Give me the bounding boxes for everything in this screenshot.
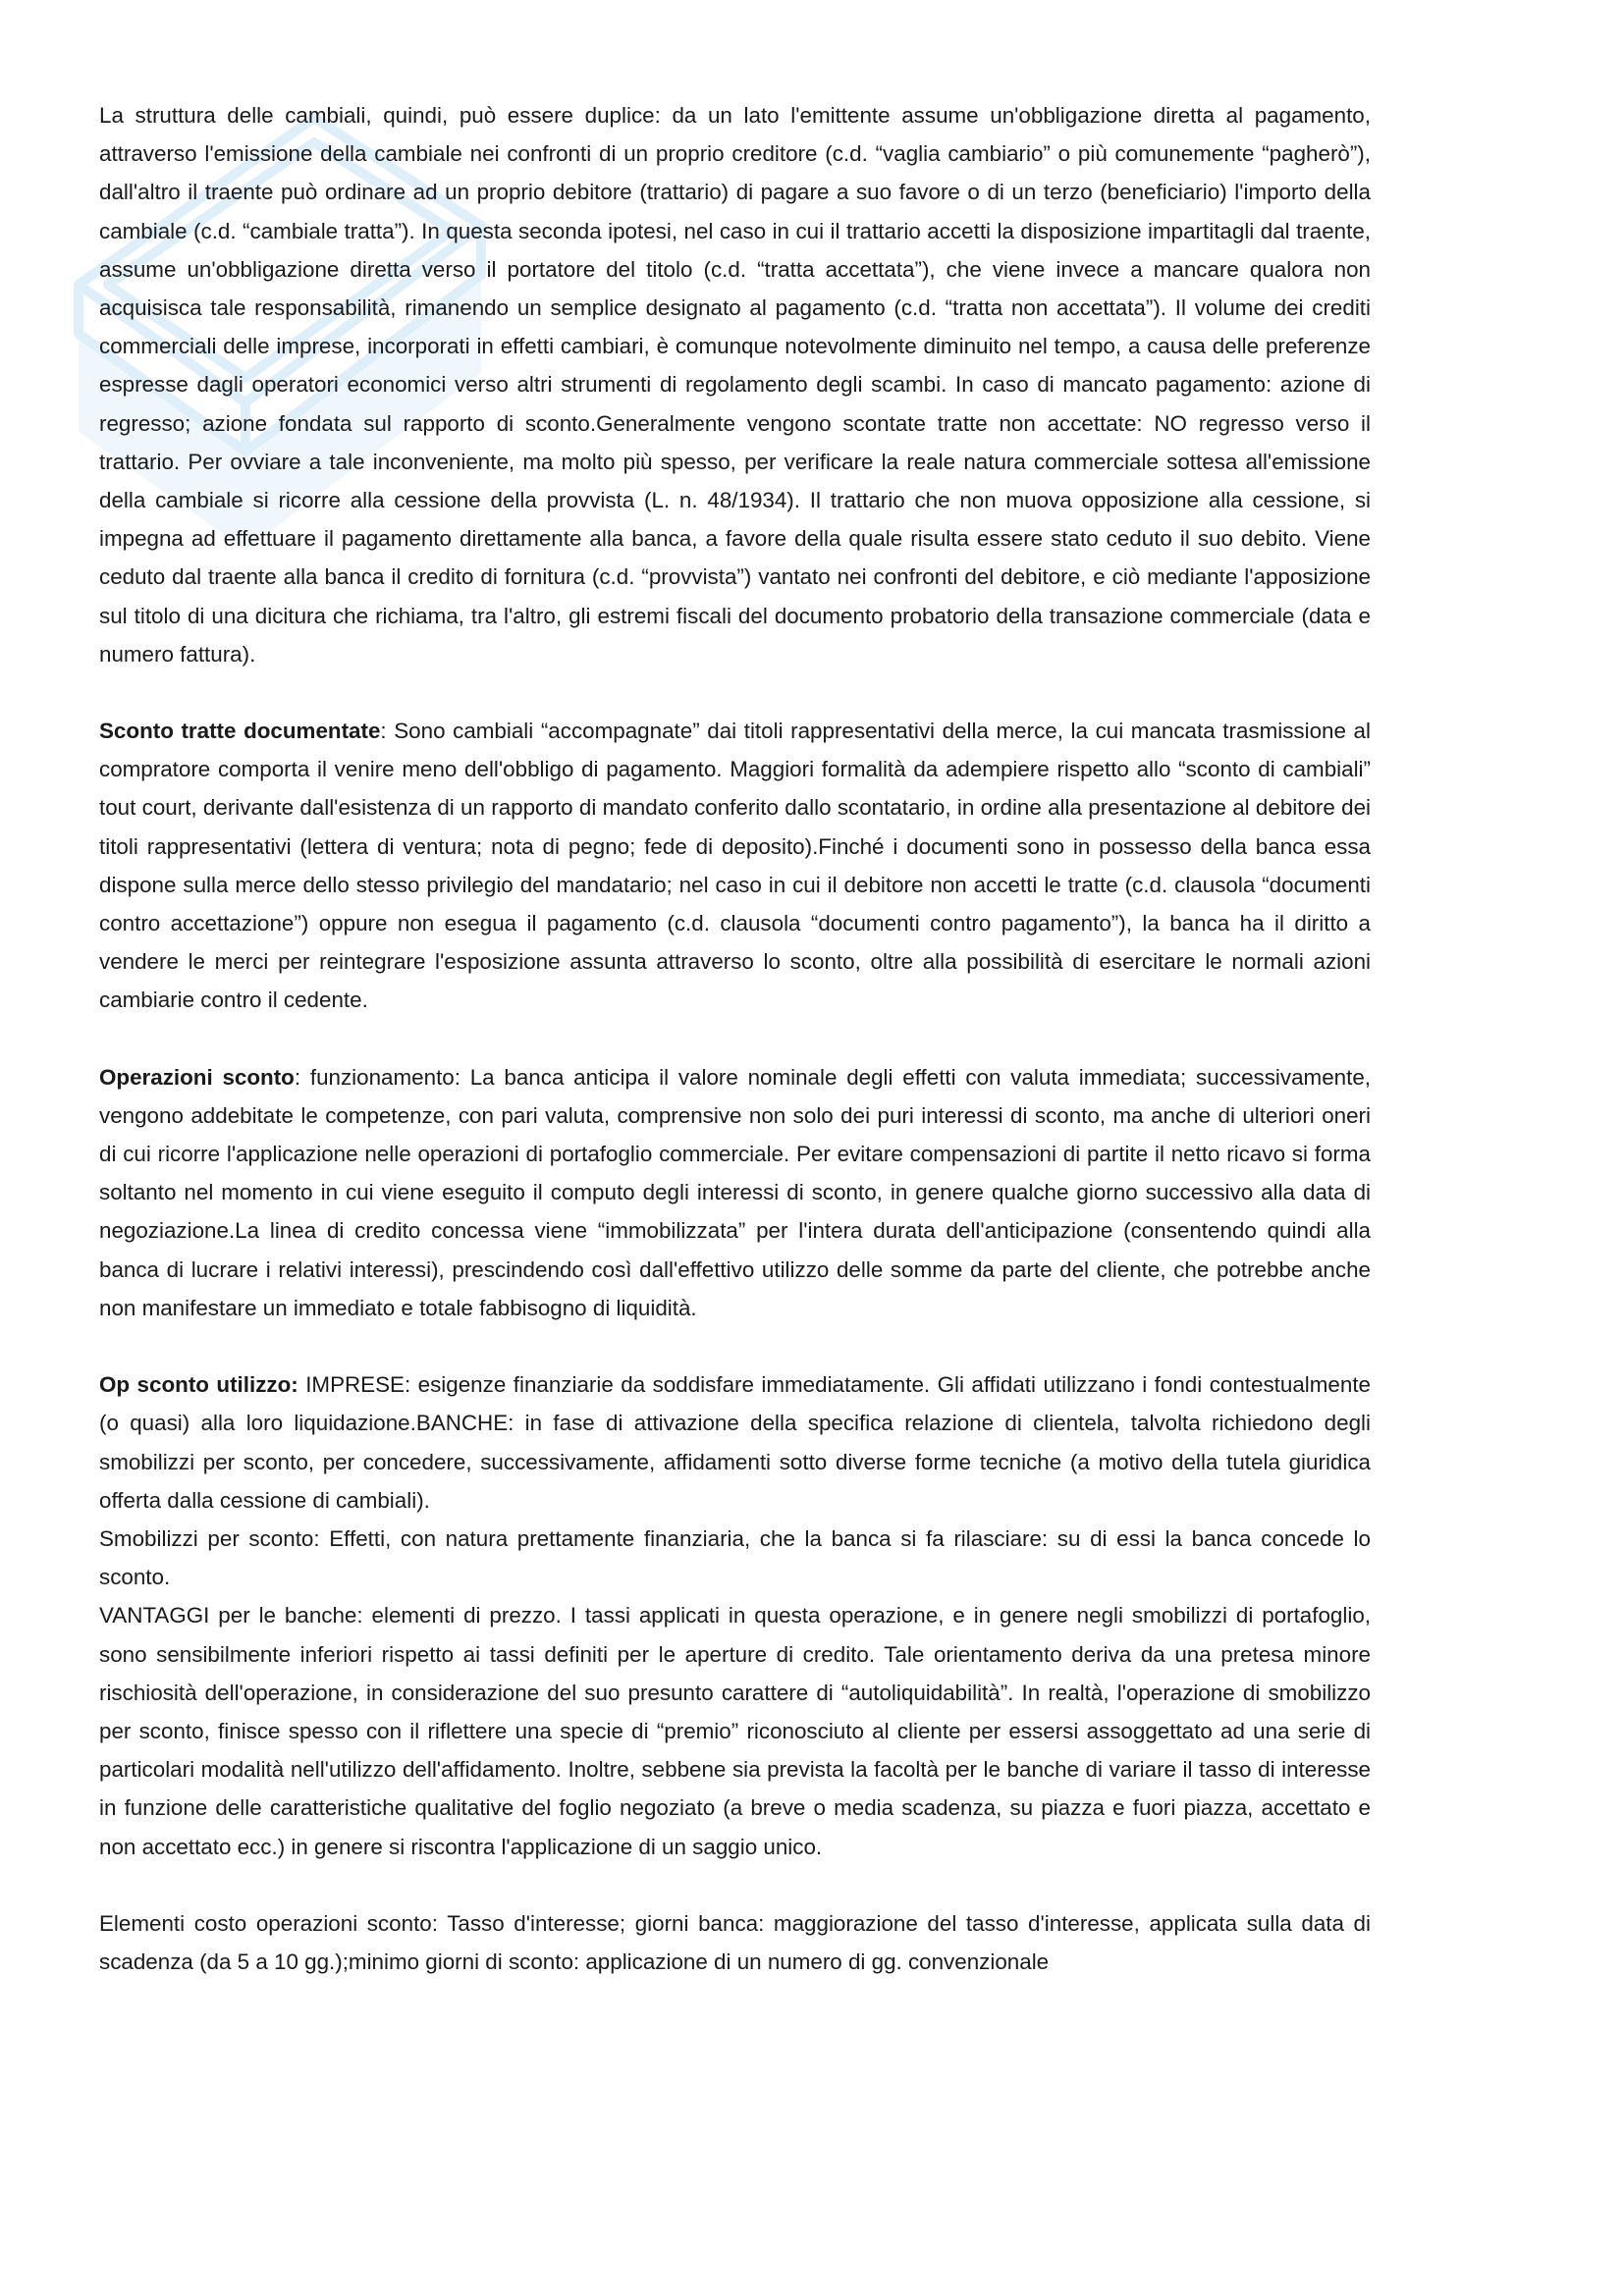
- heading-sconto-tratte-documentate: Sconto tratte documentate: [99, 719, 381, 744]
- paragraph-smobilizzi-per-sconto: Smobilizzi per sconto: Effetti, con natura prettamente finanziaria, che la banca si fa rilasciare: su di essi la banca concede lo sconto.: [99, 1525, 1371, 1590]
- text-sconto-tratte-documentate: : Sono cambiali “accompagnate” dai titoli rappresentativi della merce, la cui mancata trasmissione al compratore comporta il venire meno dell'obbligo di pagamento. Maggiori formalità da adempiere rispetto allo “sconto di cambiali” tout court, derivante dall'esistenza di un rapporto di mandato conferito dallo scontatario, in ordine alla presentazione al debitore dei titoli rappresentativi (lettera di ventura; nota di pegno; fede di deposito).Finché i documenti sono in possesso della banca essa dispone sulla merce dello stesso privilegio del mandatario; nel caso in cui il debitore non accetti le tratte (c.d. clausola “documenti contro accettazione”) oppure non esegua il pagamento (c.d. clausola “documenti contro pagamento”), la banca ha il diritto a vendere le merci per reintegrare l'esposizione assunta attraverso lo sconto, oltre alla possibilità di esercitare le normali azioni cambiarie contro il cedente.: [99, 719, 1371, 1013]
- text-operazioni-sconto: : funzionamento: La banca anticipa il valore nominale degli effetti con valuta immediata; successivamente, vengono addebitate le competenze, con pari valuta, comprensive non solo dei puri interessi di sconto, ma anche di ulteriori oneri di cui ricorre l'applicazione nelle operazioni di portafoglio commerciale. Per evitare compensazioni di partite il netto ricavo si forma soltanto nel momento in cui viene eseguito il computo degli interessi di sconto, in genere qualche giorno successivo alla data di negoziazione.La linea di credito concessa viene “immobilizzata” per l'intera durata dell'anticipazione (consentendo quindi alla banca di lucrare i relativi interessi), prescindendo così dall'effettivo utilizzo delle somme da parte del cliente, che potrebbe anche non manifestare un immediato e totale fabbisogno di liquidità.: [99, 1064, 1371, 1320]
- paragraph-elementi-costo: Elementi costo operazioni sconto: Tasso d'interesse; giorni banca: maggiorazione del tasso d'interesse, applicata sulla data di scadenza (da 5 a 10 gg.);minimo giorni di sconto: applicazione di un numero di gg. convenzionale: [99, 1910, 1371, 1974]
- paragraph-vantaggi-banche: VANTAGGI per le banche: elementi di prezzo. I tassi applicati in questa operazione, e in genere negli smobilizzi di portafoglio, sono sensibilmente inferiori rispetto ai tassi definiti per le aperture di credito. Tale orientamento deriva da una pretesa minore rischiosità dell'operazione, in considerazione del suo presunto carattere di “autoliquidabilità”. In realtà, l'operazione di smobilizzo per sconto, finisce spesso con il riflettere una specie di “premio” riconosciuto al cliente per essersi assoggettato ad una serie di particolari modalità nell'utilizzo dell'affidamento. Inoltre, sebbene sia prevista la facoltà per le banche di variare il tasso di interesse in funzione delle caratteristiche qualitative del foglio negoziato (a breve o media scadenza, su piazza e fuori piazza, accettato e non accettato ecc.) in genere si riscontra l'applicazione di un saggio unico.: [99, 1603, 1371, 1859]
- heading-operazioni-sconto: Operazioni sconto: [99, 1064, 295, 1090]
- paragraph-operazioni-sconto: [99, 1058, 1371, 1327]
- document-body: [99, 96, 1371, 1981]
- paragraph-op-sconto-utilizzo: [99, 1365, 1371, 1520]
- paragraph-sconto-tratte-documentate: [99, 712, 1371, 1020]
- heading-op-sconto-utilizzo: Op sconto utilizzo:: [99, 1372, 298, 1398]
- text-op-sconto-utilizzo: IMPRESE: esigenze finanziarie da soddisfare immediatamente. Gli affidati utilizzano i fondi contestualmente (o quasi) alla loro liquidazione.BANCHE: in fase di attivazione della specifica relazione di clientela, talvolta richiedono degli smobilizzi per sconto, per concedere, successivamente, affidamenti sotto diverse forme tecniche (a motivo della tutela giuridica offerta dalla cessione di cambiali).: [99, 1372, 1371, 1513]
- paragraph-struttura-cambiali: La struttura delle cambiali, quindi, può essere duplice: da un lato l'emittente assume un'obbligazione diretta al pagamento, attraverso l'emissione della cambiale nei confronti di un proprio creditore (c.d. “vaglia cambiario” o più comunemente “pagherò”), dall'altro il traente può ordinare ad un proprio debitore (trattario) di pagare a suo favore o di un terzo (beneficiario) l'importo della cambiale (c.d. “cambiale tratta”). In questa seconda ipotesi, nel caso in cui il trattario accetti la disposizione impartitagli dal traente, assume un'obbligazione diretta verso il portatore del titolo (c.d. “tratta accettata”), che viene invece a mancare qualora non acquisisca tale responsabilità, rimanendo un semplice designato al pagamento (c.d. “tratta non accettata”). Il volume dei crediti commerciali delle imprese, incorporati in effetti cambiari, è comunque notevolmente diminuito nel tempo, a causa delle preferenze espresse dagli operatori economici verso altri strumenti di regolamento degli scambi. In caso di mancato pagamento: azione di regresso; azione fondata sul rapporto di sconto.Generalmente vengono scontate tratte non accettate: NO regresso verso il trattario. Per ovviare a tale inconveniente, ma molto più spesso, per verificare la reale natura commerciale sottesa all'emissione della cambiale si ricorre alla cessione della provvista (L. n. 48/1934). Il trattario che non muova opposizione alla cessione, si impegna ad effettuare il pagamento direttamente alla banca, a favore della quale risulta essere stato ceduto il suo debito. Viene ceduto dal traente alla banca il credito di fornitura (c.d. “provvista”) vantato nei confronti del debitore, e ciò mediante l'apposizione sul titolo di una dicitura che richiama, tra l'altro, gli estremi fiscali del documento probatorio della transazione commerciale (data e numero fattura).: [99, 103, 1371, 667]
